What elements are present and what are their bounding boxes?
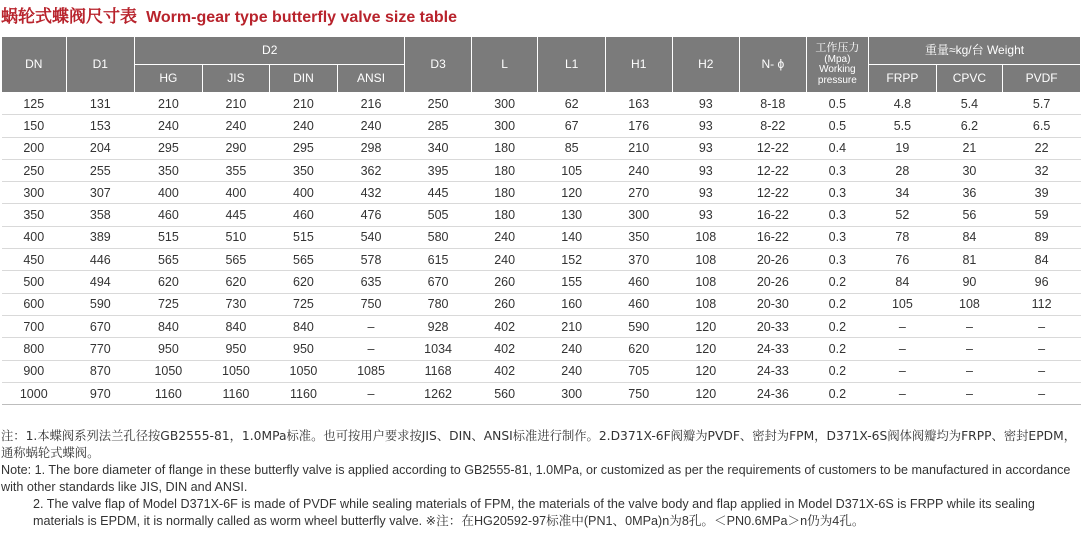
table-cell: 620 [135,271,203,293]
note-english-2: 2. The valve flap of Model D371X-6F is made of PVDF while sealing materials of FPM, the materials of the valve body and flap applied in Model D371X-6S is FRPP while its sealing materials is EPDM, it is normally called as worm wheel butterfly valve. ※注：在HG20592-97标准中(PN1、0MPa)n为8孔。＜PN0.6MPa＞n仍为4孔。 [33,497,1035,528]
table-cell: 210 [202,93,270,115]
table-cell: 105 [538,159,606,181]
table-cell: 155 [538,271,606,293]
table-cell: 93 [672,115,740,137]
table-cell: 120 [672,382,740,404]
table-cell: 0.5 [806,93,869,115]
table-cell: 0.2 [806,338,869,360]
table-cell: 52 [869,204,937,226]
table-cell: 580 [405,226,472,248]
table-cell: 395 [405,159,472,181]
table-cell: 358 [66,204,135,226]
header-dn: DN [2,37,67,93]
table-cell: 1000 [2,382,67,404]
table-cell: 152 [538,249,606,271]
table-cell: 240 [337,115,405,137]
table-cell: 725 [270,293,338,315]
table-cell: 1262 [405,382,472,404]
table-cell: 108 [936,293,1003,315]
header-weight-cpvc: CPVC [936,65,1003,93]
header-d2-hg: HG [135,65,203,93]
table-cell: 600 [2,293,67,315]
table-cell: 510 [202,226,270,248]
table-cell: – [936,360,1003,382]
table-cell: 0.2 [806,382,869,404]
table-cell: 21 [936,137,1003,159]
table-cell: 108 [672,226,740,248]
table-cell: 1050 [202,360,270,382]
header-d2-din: DIN [270,65,338,93]
table-cell: 153 [66,115,135,137]
table-cell: 120 [672,338,740,360]
table-cell: 1050 [135,360,203,382]
header-weight-frpp: FRPP [869,65,937,93]
table-cell: 131 [66,93,135,115]
table-cell: 93 [672,204,740,226]
table-cell: 578 [337,249,405,271]
table-cell: 290 [202,137,270,159]
table-cell: – [869,315,937,337]
table-cell: 300 [605,204,672,226]
table-cell: 300 [2,182,67,204]
table-cell: 0.3 [806,182,869,204]
table-cell: 6.5 [1003,115,1081,137]
header-l: L [471,37,538,93]
table-cell: 120 [672,315,740,337]
table-cell: 515 [270,226,338,248]
table-cell: 0.3 [806,159,869,181]
table-cell: 840 [135,315,203,337]
table-cell: 16-22 [740,226,807,248]
table-cell: 62 [538,93,606,115]
table-cell: 120 [538,182,606,204]
title-english: Worm-gear type butterfly valve size table [146,9,458,26]
table-cell: 1160 [202,382,270,404]
table-cell: 76 [869,249,937,271]
table-cell: 240 [471,249,538,271]
title-chinese: 蜗轮式蝶阀尺寸表 [1,7,137,27]
header-d1: D1 [66,37,135,93]
table-cell: 900 [2,360,67,382]
table-cell: 840 [270,315,338,337]
table-row [2,293,1081,315]
table-cell: 300 [471,115,538,137]
table-cell: 22 [1003,137,1081,159]
table-cell: 295 [135,137,203,159]
table-cell: 34 [869,182,937,204]
table-cell: 0.3 [806,204,869,226]
table-cell: 730 [202,293,270,315]
table-cell: 620 [202,271,270,293]
header-n-phi: N- ϕ [740,37,807,93]
table-cell: – [1003,315,1081,337]
table-cell: 93 [672,182,740,204]
table-cell: 250 [405,93,472,115]
header-d3: D3 [405,37,472,93]
table-cell: 210 [270,93,338,115]
table-cell: 260 [471,293,538,315]
table-cell: 30 [936,159,1003,181]
table-cell: 1160 [135,382,203,404]
table-row [2,93,1081,115]
table-cell: 750 [605,382,672,404]
table-row [2,271,1081,293]
table-cell: 0.3 [806,249,869,271]
table-cell: – [936,338,1003,360]
table-row [2,382,1081,404]
notes-section [1,428,1081,530]
table-cell: 59 [1003,204,1081,226]
table-cell: 32 [1003,159,1081,181]
table-cell: 460 [270,204,338,226]
table-cell: 180 [471,204,538,226]
table-cell: 210 [538,315,606,337]
table-cell: 1034 [405,338,472,360]
note-chinese: 注：1.本蝶阀系列法兰孔径按GB2555-81，1.0MPa标准。也可按用户要求按JIS、DIN、ANSI标准进行制作。2.D371X-6F阀瓣为PVDF、密封为FPM，D371X-6S阀体阀瓣均为FRPP、密封EPDM，通称蜗轮式蝶阀。 [1,429,1076,460]
table-cell: 140 [538,226,606,248]
table-cell: 1160 [270,382,338,404]
table-cell: 150 [2,115,67,137]
table-cell: 350 [135,159,203,181]
table-cell: 950 [270,338,338,360]
table-cell: 515 [135,226,203,248]
table-row [2,249,1081,271]
table-cell: 590 [66,293,135,315]
table-cell: 670 [66,315,135,337]
table-cell: 20-33 [740,315,807,337]
table-cell: 24-33 [740,360,807,382]
table-cell: – [869,338,937,360]
table-cell: 36 [936,182,1003,204]
table-cell: 670 [405,271,472,293]
table-cell: – [1003,338,1081,360]
table-cell: 180 [471,182,538,204]
table-cell: 28 [869,159,937,181]
table-cell: 108 [672,249,740,271]
table-cell: 0.5 [806,115,869,137]
table-cell: 240 [270,115,338,137]
table-row [2,338,1081,360]
table-cell: 928 [405,315,472,337]
header-pressure-en: Working pressure [817,64,857,86]
table-cell: 560 [471,382,538,404]
table-cell: 240 [538,338,606,360]
table-cell: 770 [66,338,135,360]
table-cell: 445 [405,182,472,204]
table-cell: 112 [1003,293,1081,315]
table-cell: 93 [672,137,740,159]
table-cell: 540 [337,226,405,248]
table-cell: 800 [2,338,67,360]
table-cell: 250 [2,159,67,181]
table-cell: 4.8 [869,93,937,115]
table-cell: 84 [869,271,937,293]
table-cell: 635 [337,271,405,293]
table-cell: 780 [405,293,472,315]
table-cell: 700 [2,315,67,337]
table-cell: 210 [605,137,672,159]
table-cell: 615 [405,249,472,271]
table-cell: 260 [471,271,538,293]
table-cell: – [936,382,1003,404]
table-cell: 163 [605,93,672,115]
table-cell: – [936,315,1003,337]
table-cell: 400 [202,182,270,204]
table-row [2,315,1081,337]
table-cell: 204 [66,137,135,159]
table-cell: 307 [66,182,135,204]
table-cell: 620 [605,338,672,360]
table-cell: 108 [672,271,740,293]
table-cell: 350 [605,226,672,248]
table-cell: 0.3 [806,226,869,248]
header-row-top [2,37,1081,65]
table-cell: 446 [66,249,135,271]
table-cell: 1050 [270,360,338,382]
header-l1: L1 [538,37,606,93]
size-table [1,36,1081,405]
table-cell: 0.4 [806,137,869,159]
table-cell: 565 [270,249,338,271]
table-cell: 340 [405,137,472,159]
table-cell: 84 [936,226,1003,248]
table-cell: – [1003,382,1081,404]
table-cell: 300 [538,382,606,404]
table-cell: 840 [202,315,270,337]
table-cell: 200 [2,137,67,159]
table-cell: 5.7 [1003,93,1081,115]
table-cell: 6.2 [936,115,1003,137]
table-cell: 216 [337,93,405,115]
header-d2-ansi: ANSI [337,65,405,93]
table-cell: 176 [605,115,672,137]
table-cell: 56 [936,204,1003,226]
table-cell: 400 [135,182,203,204]
table-cell: 295 [270,137,338,159]
header-d2: D2 [135,37,405,65]
table-cell: 402 [471,360,538,382]
table-row [2,226,1081,248]
table-cell: 402 [471,338,538,360]
table-cell: 270 [605,182,672,204]
table-cell: 494 [66,271,135,293]
table-cell: 180 [471,137,538,159]
table-cell: 505 [405,204,472,226]
table-cell: 39 [1003,182,1081,204]
table-cell: 432 [337,182,405,204]
table-row [2,137,1081,159]
table-cell: 0.2 [806,360,869,382]
table-cell: 20-30 [740,293,807,315]
table-cell: 400 [2,226,67,248]
table-cell: 67 [538,115,606,137]
table-cell: – [1003,360,1081,382]
table-cell: 402 [471,315,538,337]
header-h1: H1 [605,37,672,93]
table-cell: 950 [135,338,203,360]
table-cell: 870 [66,360,135,382]
table-cell: 240 [538,360,606,382]
table-cell: 362 [337,159,405,181]
table-cell: – [337,338,405,360]
table-cell: 5.4 [936,93,1003,115]
table-cell: 565 [135,249,203,271]
table-cell: – [869,382,937,404]
table-cell: 84 [1003,249,1081,271]
table-cell: 5.5 [869,115,937,137]
table-cell: – [337,382,405,404]
table-cell: 93 [672,159,740,181]
header-pressure-zh: 工作压力 [815,41,860,54]
table-row [2,204,1081,226]
page-title [1,2,457,28]
table-cell: 93 [672,93,740,115]
note-english-1: Note: 1. The bore diameter of flange in these butterfly valve is applied according to GB2555-81, 1.0MPa, or customized as per the requirements of customers to be manufactured in accordance with other standards like JIS, DIN and ANSI. [1,463,1071,494]
table-cell: 24-33 [740,338,807,360]
table-cell: 12-22 [740,159,807,181]
table-cell: 400 [270,182,338,204]
table-cell: 298 [337,137,405,159]
table-cell: 120 [672,360,740,382]
table-cell: 108 [672,293,740,315]
table-cell: – [869,360,937,382]
table-cell: 620 [270,271,338,293]
table-row [2,159,1081,181]
table-cell: 0.2 [806,315,869,337]
header-h2: H2 [672,37,740,93]
table-cell: 81 [936,249,1003,271]
table-cell: 255 [66,159,135,181]
table-cell: 590 [605,315,672,337]
table-cell: 500 [2,271,67,293]
table-cell: 240 [135,115,203,137]
table-cell: 96 [1003,271,1081,293]
table-cell: 24-36 [740,382,807,404]
header-working-pressure [806,37,869,93]
table-body [2,93,1081,405]
table-cell: 125 [2,93,67,115]
header-weight: 重量≈kg/台 Weight [869,37,1081,65]
table-cell: 370 [605,249,672,271]
table-cell: 0.2 [806,293,869,315]
table-cell: 476 [337,204,405,226]
table-cell: – [337,315,405,337]
table-cell: 20-26 [740,249,807,271]
table-cell: 950 [202,338,270,360]
table-cell: 445 [202,204,270,226]
table-cell: 460 [135,204,203,226]
header-weight-pvdf: PVDF [1003,65,1081,93]
table-row [2,182,1081,204]
table-cell: 705 [605,360,672,382]
table-cell: 355 [202,159,270,181]
table-cell: 0.2 [806,271,869,293]
table-cell: 725 [135,293,203,315]
table-cell: 285 [405,115,472,137]
table-cell: 8-22 [740,115,807,137]
table-cell: 460 [605,293,672,315]
table-cell: 105 [869,293,937,315]
table-cell: 240 [605,159,672,181]
table-cell: 750 [337,293,405,315]
table-cell: 300 [471,93,538,115]
table-cell: 240 [471,226,538,248]
table-cell: 12-22 [740,182,807,204]
table-cell: 78 [869,226,937,248]
table-cell: 350 [2,204,67,226]
table-cell: 210 [135,93,203,115]
table-cell: 90 [936,271,1003,293]
table-cell: 89 [1003,226,1081,248]
table-cell: 460 [605,271,672,293]
table-cell: 180 [471,159,538,181]
table-cell: 1168 [405,360,472,382]
table-cell: 970 [66,382,135,404]
table-cell: 565 [202,249,270,271]
table-row [2,115,1081,137]
header-d2-jis: JIS [202,65,270,93]
table-cell: 8-18 [740,93,807,115]
table-cell: 1085 [337,360,405,382]
table-cell: 85 [538,137,606,159]
table-cell: 20-26 [740,271,807,293]
table-row [2,360,1081,382]
table-cell: 19 [869,137,937,159]
table-cell: 130 [538,204,606,226]
table-cell: 240 [202,115,270,137]
table-cell: 389 [66,226,135,248]
table-cell: 12-22 [740,137,807,159]
table-cell: 160 [538,293,606,315]
table-cell: 450 [2,249,67,271]
header-pressure-unit: (Mpa) [824,53,851,65]
table-cell: 16-22 [740,204,807,226]
table-cell: 350 [270,159,338,181]
